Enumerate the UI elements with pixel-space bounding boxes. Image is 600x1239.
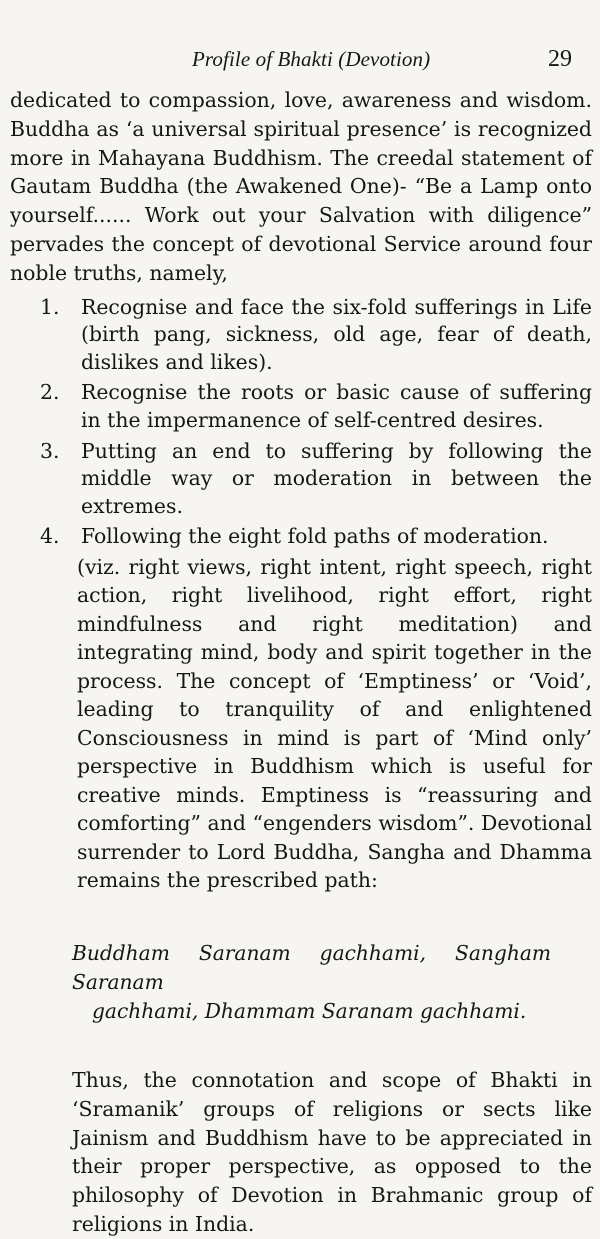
- list-item-text: Recognise and face the six-fold sufferings in Life (birth pang, sickness, old age, fear of death, dislikes and likes).: [81, 294, 592, 374]
- page-number: 29: [548, 46, 572, 72]
- list-item-number: 3.: [40, 438, 60, 463]
- list-item-number: 4.: [40, 524, 60, 549]
- list-continuation-paragraph: (viz. right views, right intent, right speech, right action, right livelihood, right effort, right mindfulness and right meditation) and integrating mind, body and spirit together in the process. The concept of ‘Emptiness’ or ‘Void’, leading to tranquility of and enlightened Consciousness in mind is part of ‘Mind only’ perspective in Buddhism which is useful for creative minds. Emptiness is “reassuring and comforting” and “engenders wisdom”. Devotional surrender to Lord Buddha, Sangha and Dhamma remains the prescribed path:: [77, 554, 592, 893]
- list-item-number: 2.: [40, 380, 60, 405]
- page-body: [10, 86, 592, 1239]
- quote-line-1: Buddham Saranam gachhami, Sangham Saranam: [72, 940, 551, 994]
- page-header: [0, 42, 600, 72]
- list-item-number: 1.: [40, 294, 60, 319]
- buddhist-refuge-quote: [72, 939, 551, 1026]
- closing-paragraph: Thus, the connotation and scope of Bhakti in ‘Sramanik’ groups of religions or sects like Jainism and Buddhism have to be appreciated in their proper perspective, as opposed to the philosophy of Devotion in Brahmanic group of religions in India.: [72, 1067, 592, 1236]
- list-item: [10, 294, 592, 377]
- running-head: Profile of Bhakti (Devotion): [192, 47, 431, 71]
- list-item-text: Putting an end to suffering by following the middle way or moderation in between the extremes.: [81, 438, 592, 518]
- quote-line-2: gachhami, Dhammam Saranam gachhami.: [92, 998, 527, 1023]
- list-item-text: Recognise the roots or basic cause of suffering in the impermanence of self-centred desires.: [81, 380, 592, 432]
- list-item: [10, 379, 592, 434]
- list-item: [10, 523, 592, 551]
- list-item-text: Following the eight fold paths of moderation.: [81, 524, 549, 549]
- noble-truths-list: [10, 294, 592, 551]
- list-item: [10, 438, 592, 521]
- intro-paragraph: dedicated to compassion, love, awareness and wisdom. Buddha as ‘a universal spiritual presence’ is recognized more in Mahayana Buddhism. The creedal statement of Gautam Buddha (the Awakened One)- “Be a Lamp onto yourself...... Work out your Salvation with diligence” pervades the concept of devotional Service around four noble truths, namely,: [10, 88, 592, 285]
